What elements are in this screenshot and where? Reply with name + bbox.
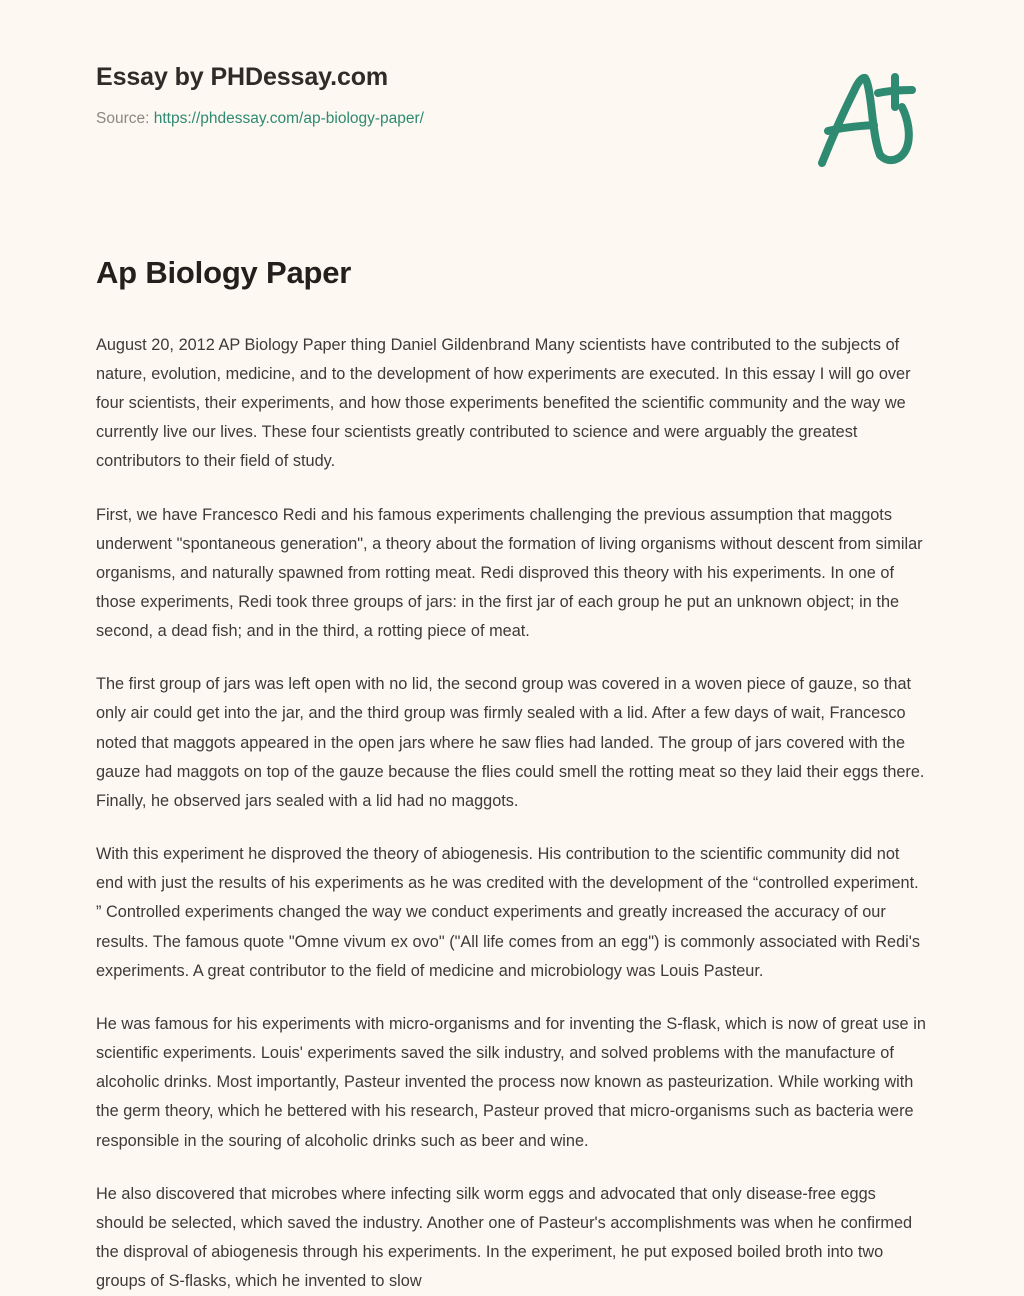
essay-paragraph: With this experiment he disproved the theory of abiogenesis. His contribution to the scientific community did not end with just the results of his experiments as he was credited with the development of the “controlled experiment. ” Controlled experiments changed the way we conduct experiments and greatly increased the accuracy of our results. The famous quote "Omne vivum ex ovo" ("All life comes from an egg") is commonly associated with Redi's experiments. A great contributor to the field of medicine and microbiology was Louis Pasteur. xyxy=(96,845,921,980)
header-left-group xyxy=(96,62,424,129)
essay-paragraph: He was famous for his experiments with micro-organisms and for inventing the S-flask, which is now of great use in scientific experiments. Louis' experiments saved the silk industry, and solved problems with the manufacture of alcoholic drinks. Most importantly, Pasteur invented the process now known as pasteurization. While working with the germ theory, which he bettered with his research, Pasteur proved that micro-organisms such as bacteria were responsible in the souring of alcoholic drinks such as beer and wine. xyxy=(96,1014,926,1150)
essay-paragraph: August 20, 2012 AP Biology Paper thing Daniel Gildenbrand Many scientists have contributed to the subjects of nature, evolution, medicine, and to the development of how experiments are executed. In this essay I will go over four scientists, their experiments, and how those experiments benefited the scientific community and the way we currently live our lives. These four scientists greatly contributed to science and were arguably the greatest contributors to their field of study. xyxy=(96,335,911,471)
essay-paragraph: First, we have Francesco Redi and his famous experiments challenging the previous assumption that maggots underwent "spontaneous generation", a theory about the formation of living organisms without descent from similar organisms, and naturally spawned from rotting meat. Redi disproved this theory with his experiments. In one of those experiments, Redi took three groups of jars: in the first jar of each group he put an unknown object; in the second, a dead fish; and in the third, a rotting piece of meat. xyxy=(96,505,923,641)
page-header xyxy=(0,0,1024,171)
source-line xyxy=(96,109,424,129)
essay-body xyxy=(0,293,1024,1296)
brand-title: Essay by PHDessay.com xyxy=(96,63,389,91)
essay-paragraph: The first group of jars was left open with no lid, the second group was covered in a woven piece of gauze, so that only air could get into the jar, and the third group was firmly sealed with a lid. After a few days of wait, Francesco noted that maggots appeared in the open jars where he saw flies had landed. The group of jars covered with the gauze had maggots on top of the gauze because the flies could smell the rotting meat so they laid their eggs there. Finally, he observed jars sealed with a lid had no maggots. xyxy=(96,675,925,810)
a-plus-logo-icon xyxy=(805,66,925,171)
page-title: Ap Biology Paper xyxy=(96,255,352,290)
a-plus-logo-glyph xyxy=(810,69,920,169)
essay-paragraph: He also discovered that microbes where infecting silk worm eggs and advocated that only disease-free eggs should be selected, which saved the industry. Another one of Pasteur's accomplishments was when he confirmed the disproval of abiogenesis through his experiments. In the experiment, he put exposed boiled broth into two groups of S-flasks, which he invented to slow xyxy=(96,1184,913,1291)
source-label: Source: xyxy=(96,110,150,127)
source-url-link[interactable]: https://phdessay.com/ap-biology-paper/ xyxy=(153,110,424,127)
